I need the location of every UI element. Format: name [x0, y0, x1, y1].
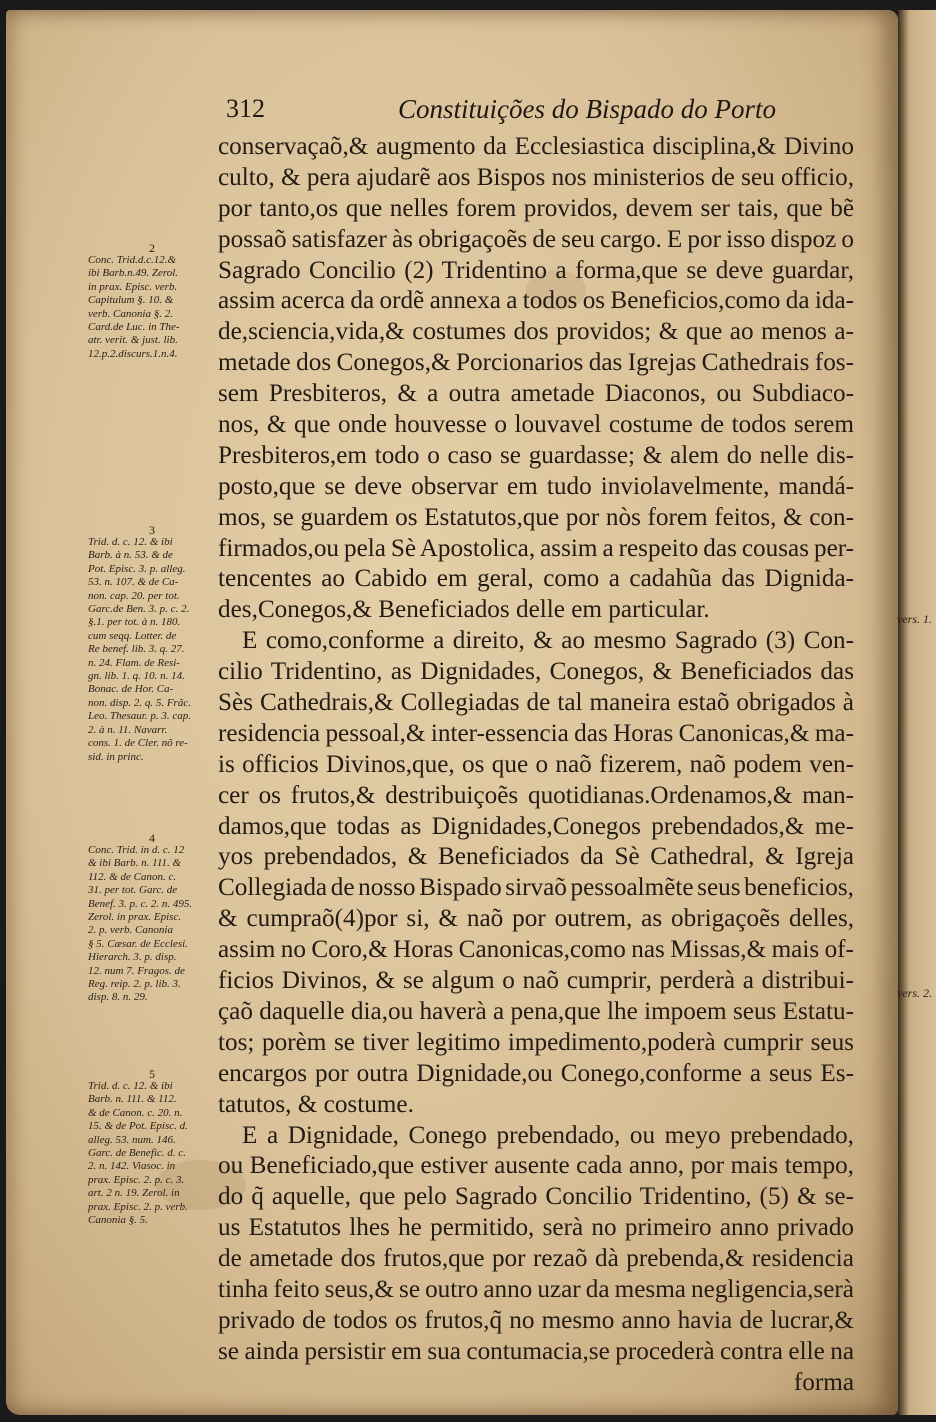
text-line: tos; porèm se tiver legitimo impedimento,poderà cumprir seus: [218, 1028, 854, 1056]
note-line: in prax. Episc. verb.: [88, 280, 178, 293]
note-line: 15. & de Pot. Episc. d.: [88, 1120, 188, 1133]
text-line: residencia pessoal,& inter-essencia das Horas Canonicas,& ma-: [218, 719, 854, 747]
note-line: 53. n. 107. & de Ca-: [88, 576, 179, 589]
text-line: culto, & pera ajudarẽ aos Bispos nos ministerios de seu officio,: [218, 163, 854, 191]
note-line: Re benef. lib. 3. q. 27.: [88, 643, 185, 656]
note-line: & ibi Barb. n. 111. &: [88, 857, 182, 870]
note-line: 2. p. verb. Canonia: [88, 924, 173, 937]
note-text: [88, 254, 216, 361]
note-line: gn. lib. 1. q. 10. n. 14.: [88, 670, 185, 683]
note-line: Bonac. de Hor. Ca-: [88, 683, 174, 696]
note-line: Barb. n. 111. & 112.: [88, 1093, 177, 1106]
note-line: Garc.de Ben. 3. p. c. 2.: [88, 603, 190, 616]
text-line: ficios Divinos, & se algum o naõ cumprir, perderà a distribui-: [218, 967, 855, 995]
text-line: assim acerca da ordẽ annexa a todos os Beneficios,como da ida-: [218, 287, 855, 315]
note-line: ibi Barb.n.49. Zerol.: [88, 267, 179, 280]
text-line: des,Conegos,& Beneficiados delle em particular.: [218, 596, 710, 624]
note-line: Reg. reip. 2. p. lib. 3.: [88, 978, 181, 991]
margin-note-4: [88, 832, 216, 1005]
text-line: possaõ satisfazer às obrigaçoẽs de seu cargo. E por isso dispoz o: [218, 225, 854, 253]
note-line: atr. verit. & just. lib.: [88, 334, 178, 347]
note-line: prax. Episc. 2. p. verb.: [88, 1200, 188, 1213]
main-text-block: [218, 132, 878, 1399]
note-line: Garc. de Benefic. d. c.: [88, 1147, 186, 1160]
margin-note-5: [88, 1068, 216, 1227]
note-line: Card.de Luc. in The-: [88, 321, 180, 334]
note-text: [88, 536, 216, 764]
text-line: yos prebendados, & Beneficiados da Sè Cathedral, & Igreja: [218, 843, 854, 871]
text-line: metade dos Conegos,& Porcionarios das Igrejas Cathedrais fos-: [218, 349, 854, 377]
note-line: Trid. d. c. 12. & ibi: [88, 536, 173, 548]
text-line: por tanto,os que nelles forem providos, devem ser tais, que bẽ: [218, 194, 855, 222]
note-line: sid. in princ.: [88, 750, 144, 763]
note-line: 2. à n. 11. Navarr.: [88, 723, 168, 736]
margin-note-2: [88, 242, 216, 361]
note-line: art. 2 n. 19. Zerol. in: [88, 1187, 180, 1200]
text-line: do q̃ aquelle, que pelo Sagrado Concilio Tridentino, (5) & se-: [218, 1183, 854, 1211]
text-line: çaõ daquelle dia,ou haverà a pena,que lhe impoem seus Estatu-: [218, 997, 855, 1025]
note-line: Leo. Thesaur. p. 3. cap.: [88, 710, 191, 723]
note-line: 12.p.2.discurs.1.n.4.: [88, 347, 178, 360]
running-title: Constituições do Bispado do Porto: [398, 94, 776, 124]
text-line: is officios Divinos,que, os que o naõ fizerem, naõ podem ven-: [218, 750, 854, 778]
text-line: tinha feito seus,& se outro anno uzar da mesma negligencia,serà: [218, 1275, 854, 1303]
note-line: Barb. à n. 53. & de: [88, 549, 173, 562]
note-line: prax. Episc. 2. p. c. 3.: [88, 1173, 185, 1186]
text-line: tencentes ao Cabido em geral, como a cadahũa das Dignida-: [218, 565, 855, 593]
note-line: § 5. Cæsar. de Ecclesi.: [88, 937, 188, 950]
note-line: cum seqq. Lotter. de: [88, 629, 177, 642]
catchword: forma: [793, 1368, 854, 1396]
edge-note-1: vers. 1.: [897, 612, 932, 626]
note-line: Benef. 3. p. c. 2. n. 495.: [88, 897, 193, 910]
note-line: disp. 8. n. 29.: [88, 991, 148, 1004]
note-line: Trid. d. c. 12. & ibi: [88, 1080, 173, 1092]
note-line: Zerol. in prax. Episc.: [88, 911, 182, 924]
text-line: nos, & que onde houvesse o louvavel costume de todos serem: [218, 411, 854, 439]
note-line: Conc. Trid.d.c.12.&: [88, 254, 177, 266]
note-line: Conc. Trid. in d. c. 12: [88, 844, 185, 856]
note-line: Pot. Episc. 3. p. alleg.: [88, 562, 186, 575]
text-line: se ainda persistir em sua contumacia,se procederà contra elle na: [218, 1337, 855, 1365]
text-line: Sagrado Concilio (2) Tridentino a forma,que se deve guardar,: [218, 256, 855, 284]
note-line: cons. 1. de Cler. nõ re-: [88, 737, 188, 750]
text-line: & cumpraõ(4)por si, & naõ por outrem, as obrigaçoẽs delles,: [218, 905, 855, 933]
note-line: 112. & de Canon. c.: [88, 870, 177, 883]
note-text: [88, 1080, 216, 1227]
note-line: verb. Canonia §. 2.: [88, 307, 173, 320]
text-line: damos,que todas as Dignidades,Conegos prebendados,& me-: [218, 812, 854, 840]
note-line: & de Canon. c. 20. n.: [88, 1106, 183, 1119]
note-line: 31. per tot. Garc. de: [88, 884, 178, 897]
margin-note-3: [88, 524, 216, 764]
note-number: 5: [149, 1067, 155, 1081]
note-number: 3: [149, 523, 155, 537]
note-line: Capitulum §. 10. &: [88, 294, 174, 307]
note-line: alleg. 53. num. 146.: [88, 1133, 176, 1146]
text-line: posto,que se deve observar em tudo inviolavelmente, mandá-: [218, 472, 855, 500]
text-line: cer os frutos,& destribuiçoẽs quotidianas.Ordenamos,& man-: [218, 781, 854, 809]
text-line: ou Beneficiado,que estiver ausente cada anno, por mais tempo,: [218, 1152, 854, 1180]
text-line: Sès Cathedrais,& Collegiadas de tal maneira estaõ obrigados à: [218, 689, 854, 717]
text-line: E como,conforme a direito, & ao mesmo Sagrado (3) Con-: [242, 627, 854, 655]
adjacent-page-edge: [898, 10, 936, 1415]
page-header: [226, 92, 866, 132]
text-line: de,sciencia,vida,& costumes dos providos; & que ao menos a-: [218, 318, 854, 346]
text-line: encargos por outra Dignidade,ou Conego,conforme a seus Es-: [218, 1059, 854, 1087]
note-number: 2: [149, 241, 155, 255]
text-line: firmados,ou pela Sè Apostolica, assim a respeito das cousas per-: [218, 534, 855, 562]
text-line: cilio Tridentino, as Dignidades, Conegos, & Beneficiados das: [218, 658, 854, 686]
text-line: privado de todos os frutos,q̃ no mesmo anno havia de lucrar,&: [218, 1306, 854, 1334]
note-text: [88, 844, 216, 1005]
text-line: mos, se guardem os Estatutos,que por nòs forem feitos, & con-: [218, 503, 854, 531]
note-line: non. cap. 20. per tot.: [88, 589, 180, 602]
text-line: tatutos, & costume.: [218, 1090, 414, 1118]
text-line: sem Presbiteros, & a outra ametade Diaconos, ou Subdiaco-: [218, 380, 855, 408]
text-line: us Estatutos lhes he permitido, serà no primeiro anno privado: [218, 1214, 855, 1242]
text-line: de ametade dos frutos,que por rezaõ dà prebenda,& residencia: [218, 1245, 854, 1273]
note-line: n. 24. Flam. de Resi-: [88, 656, 180, 669]
note-line: §.1. per tot. à n. 180.: [88, 616, 181, 629]
text-line: assim no Coro,& Horas Canonicas,como nas Missas,& mais of-: [218, 936, 854, 964]
note-line: Hierarch. 3. p. disp.: [88, 951, 177, 964]
text-line: Collegiada de nosso Bispado sirvaõ pessoalmẽte seus beneficios,: [218, 874, 854, 902]
note-line: 2. n. 142. Viasoc. in: [88, 1160, 176, 1173]
note-line: non. disp. 2. q. 5. Frãc.: [88, 696, 191, 709]
text-line: E a Dignidade, Conego prebendado, ou meyo prebendado,: [242, 1121, 854, 1149]
note-line: 12. num 7. Fragos. de: [88, 964, 185, 977]
note-line: Canonia §. 5.: [88, 1214, 148, 1227]
note-number: 4: [149, 831, 155, 845]
edge-note-2: vers. 2.: [897, 986, 932, 1000]
text-line: conservaçaõ,& augmento da Ecclesiastica disciplina,& Divino: [218, 133, 854, 160]
text-line: Presbiteros,em todo o caso se guardasse; & alem do nelle dis-: [218, 441, 855, 469]
page-number: 312: [226, 94, 265, 123]
